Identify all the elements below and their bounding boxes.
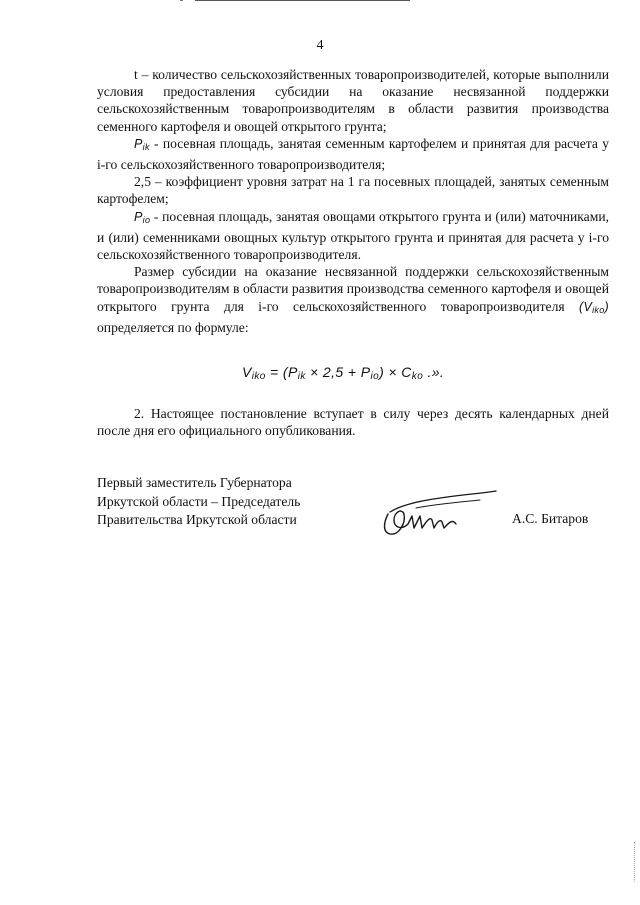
pio-definition: $P_{io}$ - посевная площадь, занятая овощами открытого грунта и (или) маточниками, и (или) семенниками овощных культур открытого грунта и принятая для расчета у i-го сельскохозяйственного товаропроизводителя. bbox=[97, 208, 609, 263]
signatory-name: А.С. Битаров bbox=[512, 511, 589, 526]
clause-2-text: 2. Настоящее постановление вступает в силу через десять календарных дней после дня его официального опубликования. bbox=[97, 406, 609, 439]
clause-2 bbox=[97, 405, 609, 439]
definitions-block bbox=[97, 66, 609, 336]
page-number: 4 bbox=[316, 38, 324, 53]
subsidy-size-paragraph: Размер субсидии на оказание несвязанной поддержки сельскохозяйственным товаропроизводителям в области развития производства семенного картофеля и овощей открытого грунта для i-го сельскохозяйственного товаропроизводителя $(V_{iko})$ определяется по формуле: bbox=[97, 264, 609, 335]
viko-symbol: $(V_{iko})$ bbox=[579, 299, 609, 315]
t-definition: t – количество сельскохозяйственных товаропроизводителей, которые выполнили условия предоставления субсидии на оказание несвязанной поддержки сельскохозяйственным товаропроизводителям в области развития производства семенного картофеля и овощей открытого грунта; bbox=[97, 67, 609, 134]
signatory-title bbox=[97, 474, 300, 530]
pio-symbol: $P_{io}$ bbox=[134, 209, 151, 225]
coefficient-definition: 2,5 – коэффициент уровня затрат на 1 га посевных площадей, занятых семенным картофелем; bbox=[97, 174, 609, 207]
pik-symbol: $P_{ik}$ bbox=[134, 136, 150, 152]
signatory-line-1: Первый заместитель Губернатора bbox=[97, 475, 292, 490]
pik-definition: $P_{ik}$ - посевная площадь, занятая семенным картофелем и принятая для расчета у i-го сельскохозяйственного товаропроизводителя; bbox=[97, 135, 609, 173]
top-rule bbox=[195, 0, 410, 1]
scan-mark bbox=[180, 0, 183, 1]
subsidy-formula: $V_{iko} = (P_{ik} \times 2,5 + P_{io}) \times C_{ko}$ .». bbox=[242, 364, 445, 382]
scan-edge-mark bbox=[634, 842, 636, 882]
signatory-line-3: Правительства Иркутской области bbox=[97, 512, 297, 527]
handwritten-signature bbox=[376, 484, 501, 546]
signatory-line-2: Иркутской области – Председатель bbox=[97, 493, 301, 509]
